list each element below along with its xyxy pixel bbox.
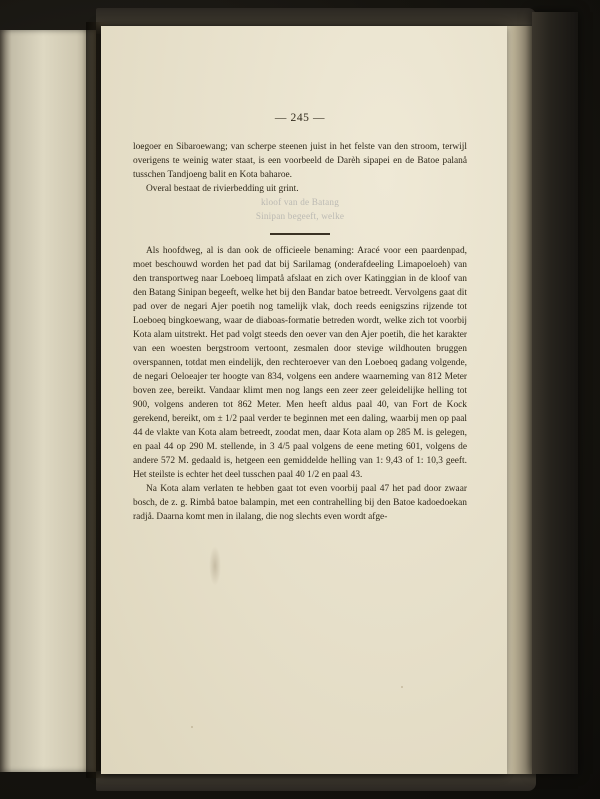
book-cover-right-board [532, 12, 578, 774]
paper-speck [191, 726, 193, 728]
paper-speck [401, 686, 403, 688]
page-number: — 245 — [274, 112, 326, 124]
paragraph: Overal bestaat de rivierbedding uit grint. [146, 184, 299, 194]
section-divider-rule [270, 233, 330, 235]
page-block-fore-edge [505, 26, 535, 774]
paragraph: loegoer en Sibaroewang; van scherpe steenen juist in het felste van den stroom, terwijl overigens te weinig water staat, is een voorbeeld de Darèh sipapei en de Batoe palanå tusschen Tandjoeng balit en Kota baharoe. [133, 142, 467, 180]
bleed-through-text [133, 196, 467, 224]
book-cover-bottom-edge [96, 771, 536, 791]
paper-smudge [209, 546, 221, 586]
bleed-through-line: Sinipan begeeft, welke [255, 210, 345, 221]
paragraph: Als hoofdweg, al is dan ook de officieele benaming: Aracé voor een paardenpad, moet beschouwd worden het pad dat bij Sarilamag (onderafdeeling Limapoeloeh) van den transportweg naar Loeboeq limpatå afslaat en zich over Katinggian in de kloof van den Batang Sinipan begeeft, welke het bij den Bandar batoe betreedt. Vervolgens gaat dit pad over de negari Ajer poetih nog tamelijk vlak, doch reeds eenigszins rijzende tot Loeboeq bingkoewang, waar de diaboas-formatie betreden wordt, welke zich tot voorbij Kota alam uitstrekt. Het pad volgt steeds den oever van den Ajer poetih, die het karakter van een woesten bergstroom vertoont, zesmalen door stevige wildhouten bruggen overspannen, totdat men eindelijk, den rechteroever van den Loeboeq gadang volgende, de negari Oeloeajer ter hoogte van 834, volgens een andere waarneming van 812 Meter boven zee, bereikt. Vandaar klimt men nog langs een zeer zeer geleidelijke helling tot 900, volgens anderen tot 862 Meter. Men heeft aldus paal 40, van Fort de Kock gerekend, bereikt, om ± 1/2 paal verder te beginnen met een daling, waarbij men op paal 44 de vlakte van Kota alam betreedt, zoodat men, daar Kota alam op 285 M. is gelegen, en paal 44 op 290 M. stellende, in 3 4/5 paal volgens de eene meting 601, volgens de andere 572 M. gedaald is, hetgeen een gemiddelde helling van 1: 9,43 of 1: 10,3 geeft. Het steilste is echter het deel tusschen paal 40 1/2 en paal 43. [133, 246, 467, 480]
left-page-leaf [0, 30, 96, 772]
page-text-column [133, 112, 467, 524]
paragraph: Na Kota alam verlaten te hebben gaat tot even voorbij paal 47 het pad door zwaar bosch, de z. g. Rimbå batoe balampin, met een contrahelling bij den Batoe kadoedoekan radjå. Daarna komt men in ilalang, die nog slechts even wordt afge- [133, 484, 467, 522]
bleed-through-line: kloof van de Batang [260, 197, 340, 207]
